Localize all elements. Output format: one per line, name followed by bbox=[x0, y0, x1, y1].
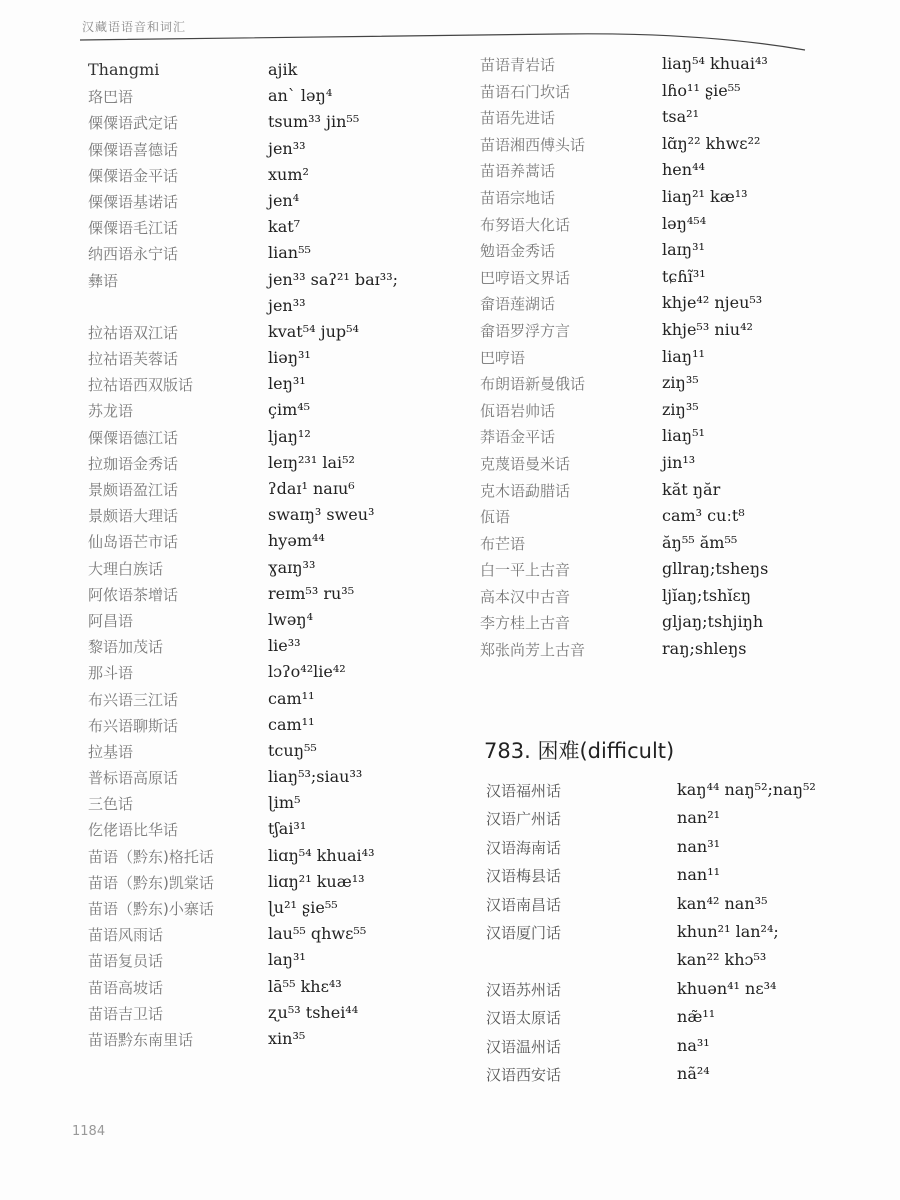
transcription: kan⁴² nan³⁵ bbox=[677, 893, 768, 913]
transcription: xum² bbox=[268, 164, 309, 184]
entry-row bbox=[480, 320, 880, 347]
language-name: 汉语厦门话 bbox=[486, 923, 562, 942]
language-name: 傈僳语喜德话 bbox=[88, 140, 179, 159]
language-name: 拉祜语双江话 bbox=[88, 323, 179, 342]
language-name: 汉语海南话 bbox=[486, 838, 562, 857]
transcription: khuən⁴¹ nɛ³⁴ bbox=[677, 978, 777, 998]
language-name: 布兴语聊斯话 bbox=[88, 716, 179, 735]
transcription: khje⁴² njeu⁵³ bbox=[662, 293, 763, 313]
transcription: tsa²¹ bbox=[662, 107, 700, 127]
language-name: 仙岛语芒市话 bbox=[88, 533, 179, 552]
entry-row bbox=[480, 54, 880, 81]
section-title: 困难(difficult) bbox=[537, 739, 675, 763]
entry-row bbox=[486, 1064, 886, 1092]
language-name: 苏龙语 bbox=[88, 402, 134, 421]
transcription: lian⁵⁵ bbox=[268, 243, 311, 263]
language-name: 苗语养蒿话 bbox=[480, 162, 556, 181]
language-name: 汉语广州话 bbox=[486, 810, 562, 829]
language-name: 苗语风雨话 bbox=[88, 926, 164, 945]
entry-row bbox=[480, 214, 880, 241]
entry-row bbox=[480, 639, 880, 666]
transcription: ɭim⁵ bbox=[268, 793, 301, 813]
transcription: lwəŋ⁴ bbox=[268, 609, 313, 629]
transcription: cam¹¹ bbox=[268, 688, 315, 708]
right-column bbox=[480, 54, 880, 666]
section-number: 783. bbox=[484, 739, 531, 763]
transcription: hyəm⁴⁴ bbox=[268, 531, 325, 551]
language-name: 珞巴语 bbox=[88, 88, 134, 107]
language-name: 汉语梅县话 bbox=[486, 867, 562, 886]
language-name: 苗语宗地话 bbox=[480, 188, 556, 207]
entry-row bbox=[88, 243, 448, 269]
language-name: 三色话 bbox=[88, 795, 134, 814]
transcription: kaŋ⁴⁴ naŋ⁵²;naŋ⁵² bbox=[677, 780, 816, 799]
language-name: 汉语太原话 bbox=[486, 1009, 562, 1028]
transcription: ajik bbox=[268, 60, 298, 79]
language-name: 苗语先进话 bbox=[480, 109, 556, 128]
entry-row bbox=[486, 780, 886, 808]
entry-row bbox=[480, 426, 880, 453]
transcription: tcuŋ⁵⁵ bbox=[268, 740, 317, 760]
transcription: laɪŋ³¹ bbox=[662, 240, 705, 260]
entry-row bbox=[88, 715, 448, 741]
transcription: kat⁷ bbox=[268, 217, 301, 237]
entry-row bbox=[88, 950, 448, 976]
language-name: 李方桂上古音 bbox=[480, 614, 571, 633]
transcription: liɑŋ⁵⁴ khuai⁴³ bbox=[268, 845, 375, 865]
entry-row bbox=[88, 819, 448, 845]
transcription: gllraŋ;tsheŋs bbox=[662, 559, 769, 579]
transcription: tɕɦĩ³¹ bbox=[662, 266, 706, 286]
entry-row bbox=[88, 165, 448, 191]
transcription: ăŋ⁵⁵ ăm⁵⁵ bbox=[662, 532, 738, 552]
entry-row bbox=[88, 767, 448, 793]
entry-row bbox=[88, 322, 448, 348]
entry-row bbox=[88, 689, 448, 715]
entry-row bbox=[88, 977, 448, 1003]
transcription: nan¹¹ bbox=[677, 865, 721, 885]
transcription: jen³³ bbox=[268, 295, 306, 315]
language-name: 傈僳语基诺话 bbox=[88, 192, 179, 211]
entry-row bbox=[88, 479, 448, 505]
transcription: lā⁵⁵ khɛ⁴³ bbox=[268, 976, 342, 996]
language-name: 傈僳语武定话 bbox=[88, 114, 179, 133]
entry-row bbox=[480, 187, 880, 214]
language-name: 苗语石门坎话 bbox=[480, 82, 571, 101]
transcription: tʃai³¹ bbox=[268, 819, 307, 839]
language-name: 苗语（黔东)小寨话 bbox=[88, 900, 214, 918]
language-name: 巴哼语 bbox=[480, 348, 526, 367]
language-name: 高本汉中古音 bbox=[480, 587, 571, 606]
entry-row bbox=[88, 610, 448, 636]
transcription: khun²¹ lan²⁴; bbox=[677, 921, 779, 941]
entry-row bbox=[88, 296, 448, 322]
entry-row bbox=[88, 846, 448, 872]
transcription: gljaŋ;tshjiŋh bbox=[662, 612, 764, 632]
language-name: 拉祜语芙蓉话 bbox=[88, 350, 179, 369]
transcription: kvat⁵⁴ jup⁵⁴ bbox=[268, 321, 359, 341]
entry-row bbox=[486, 1036, 886, 1064]
transcription: nã²⁴ bbox=[677, 1063, 710, 1083]
entry-row bbox=[480, 586, 880, 613]
transcription: cam¹¹ bbox=[268, 714, 315, 734]
running-header: 汉藏语语音和词汇 bbox=[82, 20, 187, 34]
section-heading bbox=[484, 735, 674, 765]
entry-row bbox=[88, 898, 448, 924]
language-name: 拉珈语金秀话 bbox=[88, 454, 179, 473]
entry-row bbox=[88, 374, 448, 400]
language-name: 仡佬语比华话 bbox=[88, 821, 179, 840]
entry-row bbox=[88, 112, 448, 138]
transcription: reɪm⁵³ ru³⁵ bbox=[268, 583, 355, 603]
language-name: 苗语青岩话 bbox=[480, 56, 556, 74]
language-name: 彝语 bbox=[88, 271, 119, 290]
entry-row bbox=[486, 950, 886, 978]
entry-row bbox=[88, 558, 448, 584]
transcription: ləŋ⁴⁵⁴ bbox=[662, 213, 707, 233]
language-name: 大理白族话 bbox=[88, 559, 164, 578]
transcription: tsum³³ jin⁵⁵ bbox=[268, 112, 360, 132]
transcription: swaɪŋ³ sweu³ bbox=[268, 505, 375, 525]
transcription: xin³⁵ bbox=[268, 1028, 306, 1048]
language-name: 巴哼语文界话 bbox=[480, 268, 571, 287]
transcription: liɑŋ²¹ kuæ¹³ bbox=[268, 871, 365, 891]
language-name: 克木语勐腊话 bbox=[480, 481, 571, 500]
transcription: ɭu²¹ ʂie⁵⁵ bbox=[268, 898, 338, 917]
language-name: 苗语吉卫话 bbox=[88, 1004, 164, 1023]
language-name: 傈僳语德江话 bbox=[88, 428, 179, 447]
language-name: 郑张尚芳上古音 bbox=[480, 641, 586, 660]
language-name: 普标语高原话 bbox=[88, 769, 179, 788]
language-name: 阿昌语 bbox=[88, 611, 134, 630]
entry-row bbox=[480, 160, 880, 187]
language-name: 布兴语三江话 bbox=[88, 690, 179, 709]
transcription: lau⁵⁵ qhwɛ⁵⁵ bbox=[268, 924, 367, 944]
entry-row bbox=[486, 922, 886, 950]
transcription: raŋ;shleŋs bbox=[662, 639, 747, 659]
transcription: leŋ³¹ bbox=[268, 374, 306, 394]
transcription: lɦo¹¹ ʂie⁵⁵ bbox=[662, 80, 741, 100]
language-name: 苗语（黔东)格托话 bbox=[88, 847, 214, 866]
language-name: 傈僳语金平话 bbox=[88, 166, 179, 185]
entry-row bbox=[88, 741, 448, 767]
transcription: lie³³ bbox=[268, 636, 301, 656]
transcription: nan²¹ bbox=[677, 808, 721, 828]
entry-row bbox=[88, 636, 448, 662]
language-name: 苗语湘西傅头话 bbox=[480, 135, 586, 154]
language-name: 苗语（黔东)凯棠话 bbox=[88, 873, 214, 892]
language-name: 苗语黔东南里话 bbox=[88, 1030, 194, 1049]
entry-row bbox=[480, 134, 880, 161]
language-name: 布努语大化话 bbox=[480, 215, 571, 234]
language-name: 那斗语 bbox=[88, 664, 134, 683]
transcription: jin¹³ bbox=[662, 452, 696, 472]
transcription: kan²² khɔ⁵³ bbox=[677, 950, 767, 970]
entry-row bbox=[88, 217, 448, 243]
language-name: 苗语复员话 bbox=[88, 952, 164, 971]
entry-row bbox=[480, 612, 880, 639]
entry-row bbox=[480, 559, 880, 586]
entry-row bbox=[88, 453, 448, 479]
entry-row bbox=[486, 979, 886, 1007]
language-name: 苗语高坡话 bbox=[88, 978, 164, 997]
entry-row bbox=[88, 427, 448, 453]
language-name: 汉语西安话 bbox=[486, 1065, 562, 1084]
entry-row bbox=[480, 81, 880, 108]
entry-row bbox=[486, 894, 886, 922]
transcription: liaŋ¹¹ bbox=[662, 346, 705, 366]
language-name: 拉祜语西双版话 bbox=[88, 376, 194, 395]
language-name: Thangmi bbox=[88, 60, 160, 79]
language-name: 畲语罗浮方言 bbox=[480, 321, 571, 340]
transcription: laŋ³¹ bbox=[268, 950, 306, 970]
language-name: 拉基语 bbox=[88, 742, 134, 761]
transcription: kăt ŋăr bbox=[662, 479, 721, 499]
entry-row bbox=[88, 1029, 448, 1055]
language-name: 畲语莲湖话 bbox=[480, 295, 556, 314]
transcription: jen⁴ bbox=[268, 190, 300, 210]
transcription: khje⁵³ niu⁴² bbox=[662, 319, 753, 339]
transcription: ljĭaŋ;tshĭɛŋ bbox=[662, 585, 752, 605]
transcription: leɪŋ²³¹ lai⁵² bbox=[268, 452, 355, 472]
language-name: 汉语苏州话 bbox=[486, 980, 562, 999]
entry-row bbox=[88, 1003, 448, 1029]
language-name: 汉语温州话 bbox=[486, 1037, 562, 1056]
entry-row bbox=[480, 373, 880, 400]
transcription: liaŋ⁵³;siau³³ bbox=[268, 767, 363, 787]
section-entries bbox=[486, 780, 886, 1092]
transcription: ɣaɪŋ³³ bbox=[268, 557, 316, 577]
language-name: 白一平上古音 bbox=[480, 561, 571, 580]
entry-row bbox=[88, 348, 448, 374]
entry-row bbox=[480, 453, 880, 480]
language-name: 布芒语 bbox=[480, 534, 526, 553]
language-name: 勉语金秀话 bbox=[480, 242, 556, 261]
language-name: 佤语岩帅话 bbox=[480, 401, 556, 420]
language-name: 汉语福州话 bbox=[486, 782, 562, 800]
transcription: næ̃¹¹ bbox=[677, 1007, 716, 1027]
transcription: lɔʔo⁴²lie⁴² bbox=[268, 662, 346, 682]
language-name: 傈僳语毛江话 bbox=[88, 219, 179, 238]
entry-row bbox=[88, 400, 448, 426]
transcription: lɑ̃ŋ²² khwɛ²² bbox=[662, 133, 761, 153]
entry-row bbox=[88, 270, 448, 296]
entry-row bbox=[88, 662, 448, 688]
entry-row bbox=[88, 793, 448, 819]
entry-row bbox=[480, 400, 880, 427]
language-name: 佤语 bbox=[480, 508, 511, 527]
entry-row bbox=[88, 531, 448, 557]
entry-row bbox=[480, 107, 880, 134]
transcription: jen³³ bbox=[268, 138, 306, 158]
transcription: jen³³ saʔ²¹ baɪ³³; bbox=[268, 269, 399, 289]
language-name: 布朗语新曼俄话 bbox=[480, 375, 586, 394]
transcription: liəŋ³¹ bbox=[268, 348, 311, 368]
entry-row bbox=[480, 533, 880, 560]
transcription: anˋ ləŋ⁴ bbox=[268, 86, 333, 106]
entry-row bbox=[486, 865, 886, 893]
entry-row bbox=[480, 293, 880, 320]
transcription: ziŋ³⁵ bbox=[662, 373, 699, 393]
transcription: liaŋ⁵⁴ khuai⁴³ bbox=[662, 54, 768, 73]
transcription: hen⁴⁴ bbox=[662, 160, 705, 180]
entry-row bbox=[486, 1007, 886, 1035]
entry-row bbox=[88, 505, 448, 531]
transcription: ʔdaɪ¹ naɪu⁶ bbox=[268, 479, 355, 498]
entry-row bbox=[88, 86, 448, 112]
language-name: 纳西语永宁话 bbox=[88, 245, 179, 264]
entry-row bbox=[480, 347, 880, 374]
language-name: 莽语金平话 bbox=[480, 428, 556, 447]
entry-row bbox=[88, 584, 448, 610]
language-name: 景颇语大理话 bbox=[88, 507, 179, 526]
entry-row bbox=[88, 872, 448, 898]
entry-row bbox=[88, 924, 448, 950]
entry-row bbox=[480, 506, 880, 533]
page-number: 1184 bbox=[72, 1124, 106, 1139]
transcription: ziŋ³⁵ bbox=[662, 399, 699, 419]
entry-row bbox=[480, 240, 880, 267]
language-name: 黎语加茂话 bbox=[88, 638, 164, 657]
entry-row bbox=[480, 480, 880, 507]
entry-row bbox=[486, 808, 886, 836]
transcription: ljaŋ¹² bbox=[268, 426, 311, 446]
language-name: 阿侬语茶增话 bbox=[88, 585, 179, 604]
entry-row bbox=[486, 837, 886, 865]
transcription: ʐu⁵³ tshei⁴⁴ bbox=[268, 1002, 359, 1022]
transcription: cam³ cuːt⁸ bbox=[662, 506, 745, 526]
entry-row bbox=[88, 139, 448, 165]
entry-row bbox=[88, 60, 448, 86]
language-name: 汉语南昌话 bbox=[486, 895, 562, 914]
entry-row bbox=[480, 267, 880, 294]
entry-row bbox=[88, 191, 448, 217]
left-column bbox=[88, 60, 448, 1055]
transcription: na³¹ bbox=[677, 1035, 710, 1055]
language-name: 克蔑语曼米话 bbox=[480, 454, 571, 473]
transcription: çim⁴⁵ bbox=[268, 400, 311, 420]
language-name: 景颇语盈江话 bbox=[88, 481, 179, 499]
transcription: nan³¹ bbox=[677, 836, 721, 856]
transcription: liaŋ²¹ kæ¹³ bbox=[662, 186, 748, 206]
transcription: liaŋ⁵¹ bbox=[662, 426, 705, 446]
